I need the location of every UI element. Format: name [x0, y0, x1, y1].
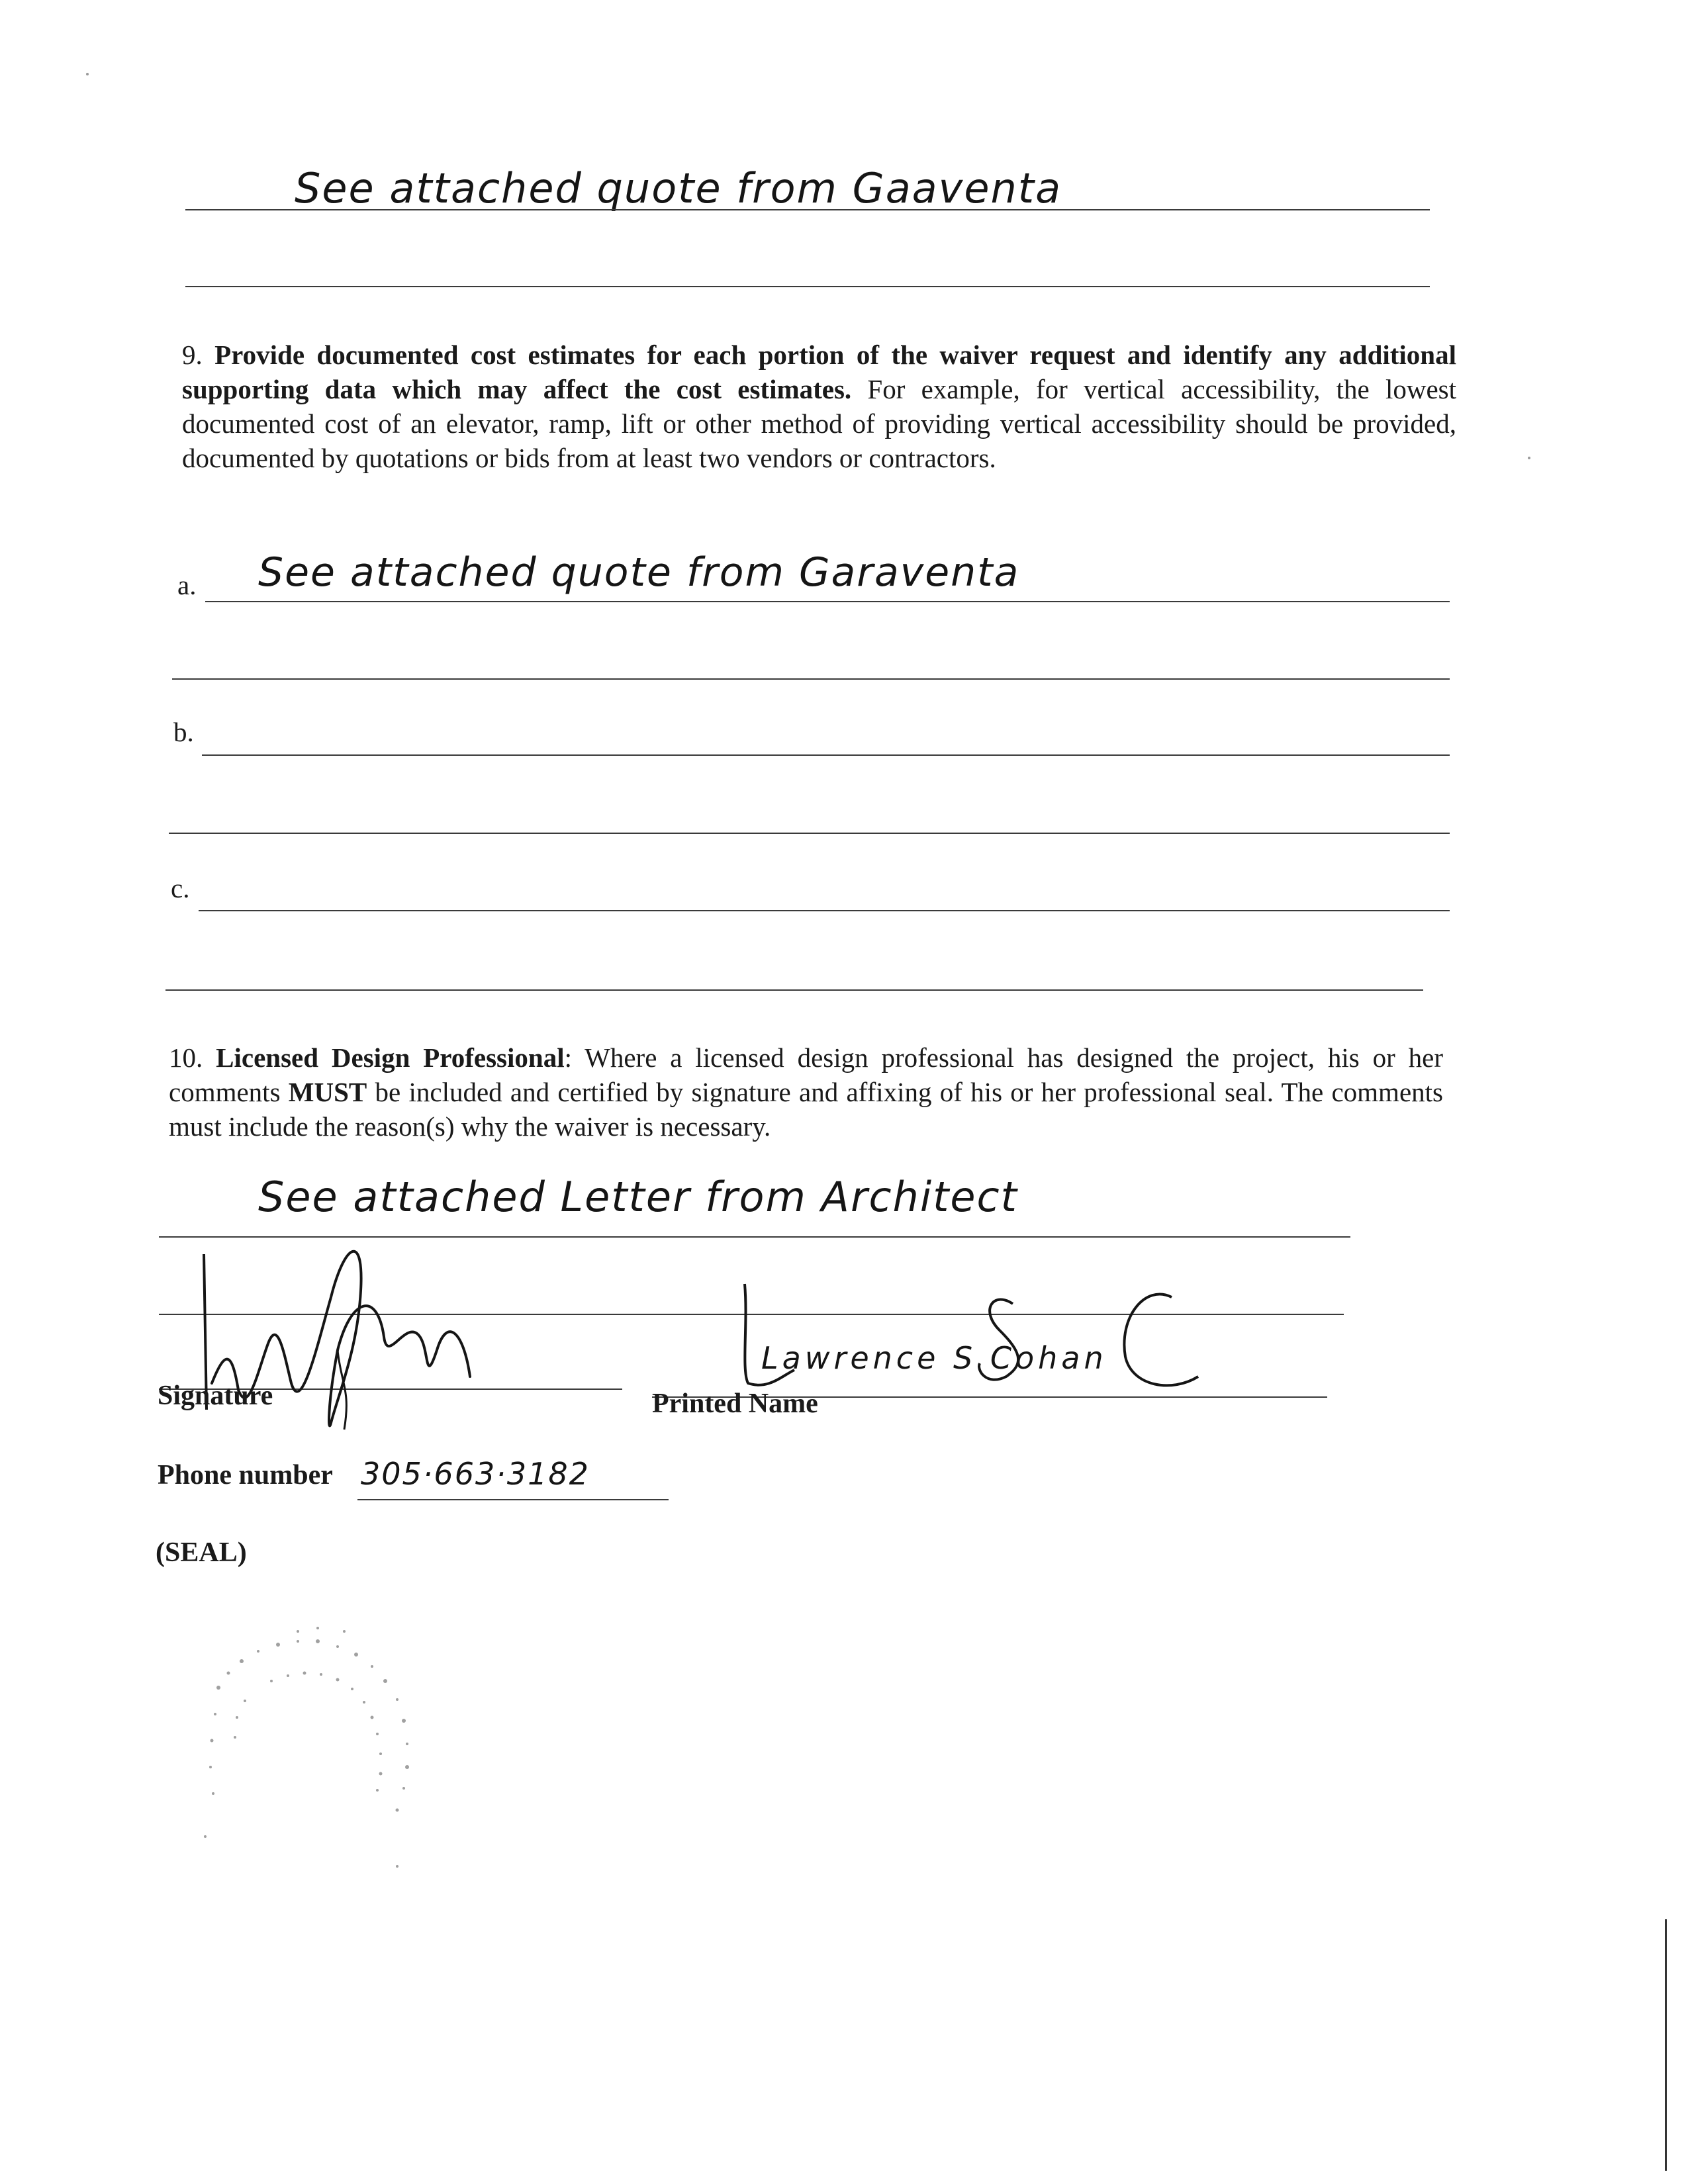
- q10-rest-part2: be included and certified by signature and affixing of his or her professional seal. The comments must include the reason(s) why the waiver is necessary.: [169, 1077, 1443, 1142]
- q8-answer-line-1: [185, 209, 1430, 210]
- q9-text: [182, 338, 1456, 475]
- q9-bold-text: Provide documented cost estimates for each portion of the waiver request and identify any additional supporting data which may affect the cost estimates.: [182, 340, 1456, 404]
- phone-line: [357, 1499, 669, 1500]
- q9-item-b-label: b.: [173, 717, 194, 747]
- q9-item-a-line-2: [172, 678, 1450, 680]
- q9-item-b-line-2: [169, 833, 1450, 834]
- q10-answer: See attached Letter from Architect: [258, 1173, 1018, 1221]
- scan-speck: [86, 73, 89, 75]
- q8-answer: See attached quote from Gaaventa: [295, 164, 1062, 212]
- q9-number: 9.: [182, 340, 203, 370]
- q10-bold-text: Licensed Design Professional: [216, 1042, 565, 1073]
- seal-label: (SEAL): [156, 1537, 247, 1568]
- signature-label: Signature: [158, 1381, 273, 1411]
- q9-item-c-line-2: [165, 989, 1423, 991]
- printed-name-value: Lawrence S Cohan: [761, 1340, 1107, 1376]
- q9-rest-text: For example, for vertical accessibility, the lowest documented cost of an elevator, ramp, lift or other method of providing vertical accessibility should be provided, documented by quotations or bids from at least two vendors or contractors.: [182, 374, 1457, 473]
- q9-item-b-line-1: [202, 754, 1450, 756]
- scan-edge-artifact: [1665, 1919, 1667, 2171]
- q9-item-a-answer: See attached quote from Garaventa: [258, 549, 1020, 596]
- q10-number: 10.: [169, 1042, 203, 1073]
- printed-name-label: Printed Name: [652, 1388, 818, 1419]
- q9-item-a-line-1: [205, 601, 1450, 602]
- q9-item-c-line-1: [199, 910, 1450, 911]
- scan-speck: [1528, 457, 1530, 459]
- q10-text: [169, 1040, 1443, 1144]
- phone-value: 305·663·3182: [361, 1456, 590, 1492]
- q9-item-c-label: c.: [171, 873, 190, 903]
- professional-seal-impression: [179, 1615, 483, 1893]
- phone-label: Phone number: [158, 1460, 333, 1490]
- q8-answer-line-2: [185, 286, 1430, 287]
- q10-rest-part1: : Where a licensed design professional has designed the project, his or her comments: [169, 1042, 1443, 1107]
- q10-must: MUST: [288, 1077, 367, 1107]
- q9-item-a-label: a.: [177, 570, 197, 600]
